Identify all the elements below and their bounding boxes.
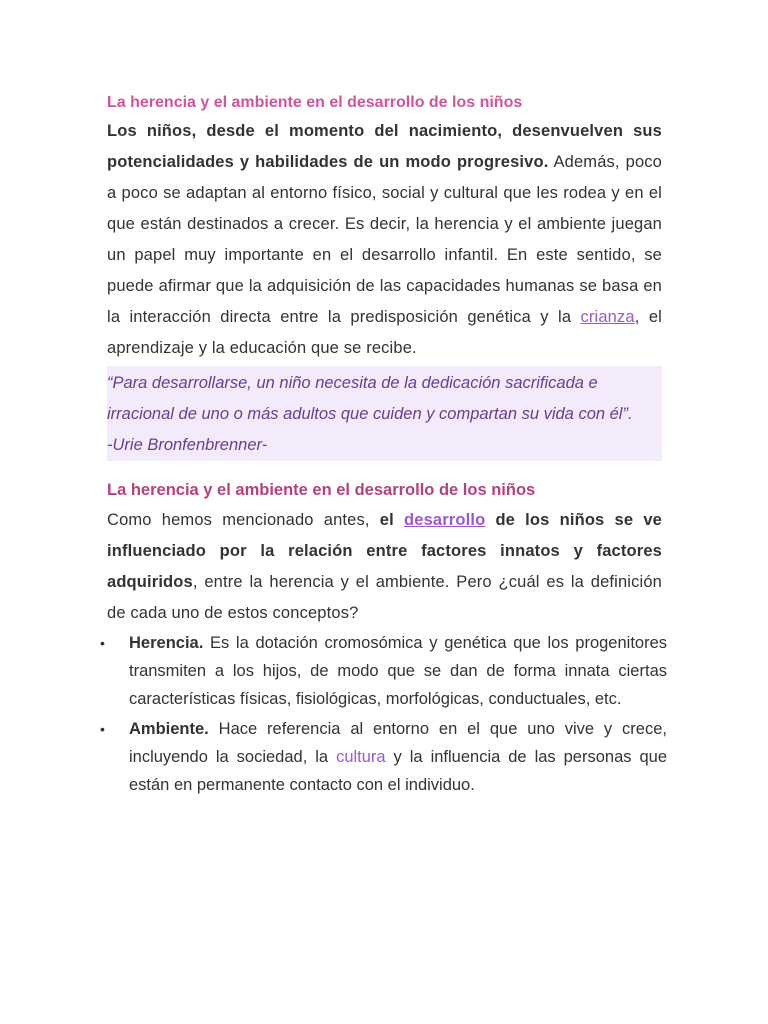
list-item-herencia [100, 629, 667, 713]
desarrollo-link[interactable]: desarrollo [404, 511, 486, 529]
definitions-intro-text: Como hemos mencionado antes, [107, 511, 380, 529]
definition-ambiente: Hace referencia al entorno en el que uno vive y crece, incluyendo la sociedad, la [129, 720, 667, 766]
definitions-list [100, 629, 667, 799]
bullet-icon: • [100, 721, 105, 737]
intro-paragraph [107, 116, 662, 364]
section-heading: La herencia y el ambiente en el desarrollo de los niños [107, 94, 523, 111]
quote-author: -Urie Bronfenbrenner- [107, 436, 268, 454]
term-herencia: Herencia. [129, 634, 204, 652]
crianza-link[interactable]: crianza [580, 308, 635, 326]
article-page [100, 90, 667, 801]
cultura-link[interactable]: cultura [336, 748, 386, 766]
section-heading-2: La herencia y el ambiente en el desarrollo de los niños [107, 481, 536, 499]
definitions-intro-end: , entre la herencia y el ambiente. Pero ¿cuál es la definición de cada uno de estos conceptos? [107, 573, 662, 622]
definition-ambiente-end: y la influencia de las personas que están en permanente contacto con el individuo. [129, 748, 667, 794]
intro-bold-text: Los niños, desde el momento del nacimiento, desenvuelven sus potencialidades y habilidades de un modo progresivo. [107, 122, 662, 171]
definitions-bold-text: de los niños se ve influenciado por la relación entre factores innatos y factores adquiridos [107, 511, 662, 591]
bullet-icon: • [100, 635, 105, 651]
bold-el: el [379, 511, 405, 529]
definitions-intro-paragraph [107, 505, 662, 629]
quote-text: “Para desarrollarse, un niño necesita de la dedicación sacrificada e irracional de uno o más adultos que cuiden y compartan su vida con él”. [107, 374, 633, 423]
intro-text: Además, poco a poco se adaptan al entorno físico, social y cultural que les rodea y en el que están destinados a crecer. Es decir, la herencia y el ambiente juegan un papel muy importante en el desarrollo infantil. En este sentido, se puede afirmar que la adquisición de las capacidades humanas se basa en la interacción directa entre la predisposición genética y la [107, 153, 662, 326]
definition-herencia: Es la dotación cromosómica y genética que los progenitores transmiten a los hijos, de modo que se dan de forma innata ciertas características físicas, fisiológicas, morfológicas, conductuales, etc. [129, 634, 667, 708]
quote-block [107, 366, 662, 461]
intro-text-end: , el aprendizaje y la educación que se recibe. [107, 308, 662, 357]
term-ambiente: Ambiente. [129, 720, 209, 738]
list-item-ambiente [100, 715, 667, 799]
